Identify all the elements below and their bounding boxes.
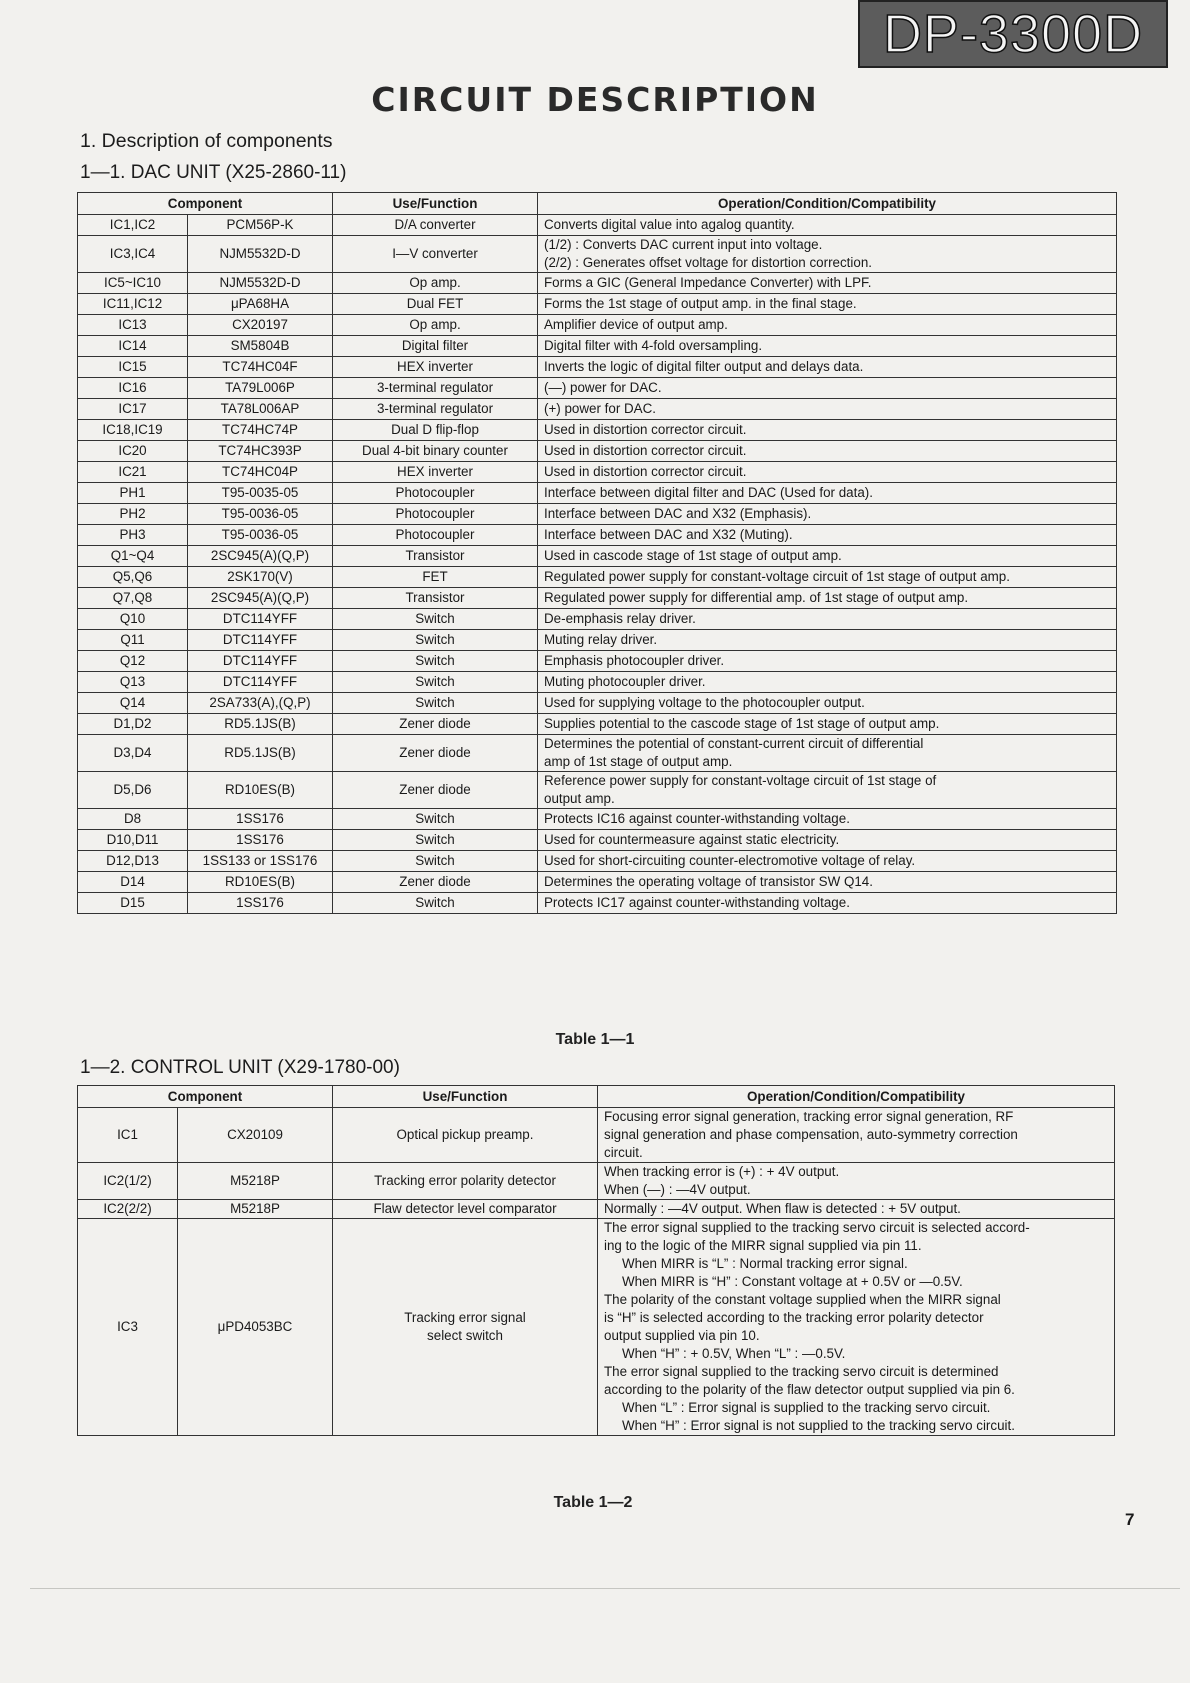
operation-line: Digital filter with 4-fold oversampling. xyxy=(544,338,763,353)
part-number: M5218P xyxy=(178,1200,333,1219)
table-row xyxy=(78,336,1117,357)
part-number: NJM5532D-D xyxy=(188,236,333,273)
component-ref: D10,D11 xyxy=(78,830,188,851)
table-row xyxy=(78,772,1117,809)
use-function: Photocoupler xyxy=(333,483,538,504)
operation-line: When “H” : Error signal is not supplied to the tracking servo circuit. xyxy=(622,1418,1015,1433)
operation-description xyxy=(538,893,1117,914)
part-number: 1SS176 xyxy=(188,809,333,830)
dac-components-table xyxy=(77,192,1117,914)
table-header-row xyxy=(78,1086,1115,1108)
component-ref: IC1 xyxy=(78,1108,178,1163)
table-row xyxy=(78,735,1117,772)
operation-line: output supplied via pin 10. xyxy=(604,1328,760,1343)
function-line: Tracking error signal xyxy=(404,1310,526,1325)
operation-description xyxy=(598,1108,1115,1163)
operation-description xyxy=(538,315,1117,336)
table-row xyxy=(78,315,1117,336)
part-number: RD5.1JS(B) xyxy=(188,714,333,735)
operation-line: When tracking error is (+) : + 4V output. xyxy=(604,1164,840,1179)
part-number: NJM5532D-D xyxy=(188,273,333,294)
table-row xyxy=(78,693,1117,714)
use-function: I—V converter xyxy=(333,236,538,273)
column-header-function: Use/Function xyxy=(333,1086,598,1108)
component-ref: Q10 xyxy=(78,609,188,630)
operation-description xyxy=(538,546,1117,567)
operation-description xyxy=(598,1200,1115,1219)
operation-line: Interface between DAC and X32 (Emphasis). xyxy=(544,506,812,521)
operation-description xyxy=(538,294,1117,315)
part-number: RD5.1JS(B) xyxy=(188,735,333,772)
operation-line: Determines the operating voltage of transistor SW Q14. xyxy=(544,874,873,889)
component-ref: D12,D13 xyxy=(78,851,188,872)
use-function: Photocoupler xyxy=(333,504,538,525)
use-function: Zener diode xyxy=(333,735,538,772)
component-ref: Q5,Q6 xyxy=(78,567,188,588)
part-number: DTC114YFF xyxy=(188,672,333,693)
column-header-component: Component xyxy=(78,1086,333,1108)
operation-line: Used in distortion corrector circuit. xyxy=(544,422,747,437)
part-number: DTC114YFF xyxy=(188,609,333,630)
operation-description xyxy=(538,441,1117,462)
operation-line: according to the polarity of the flaw detector output supplied via pin 6. xyxy=(604,1382,1015,1397)
operation-line: ing to the logic of the MIRR signal supplied via pin 11. xyxy=(604,1238,922,1253)
table-row xyxy=(78,588,1117,609)
operation-line: Inverts the logic of digital filter output and delays data. xyxy=(544,359,864,374)
component-ref: Q14 xyxy=(78,693,188,714)
operation-description xyxy=(538,630,1117,651)
scan-edge-line xyxy=(30,1588,1180,1589)
use-function: 3-terminal regulator xyxy=(333,399,538,420)
control-unit-heading: 1—2. CONTROL UNIT (X29-1780-00) xyxy=(80,1057,400,1078)
use-function: Switch xyxy=(333,693,538,714)
table-row xyxy=(78,851,1117,872)
operation-line: Amplifier device of output amp. xyxy=(544,317,728,332)
page-number: 7 xyxy=(1125,1510,1135,1529)
operation-description xyxy=(538,504,1117,525)
function-line: Flaw detector level comparator xyxy=(373,1201,557,1216)
section-heading: 1. Description of components xyxy=(80,130,333,152)
operation-line: output amp. xyxy=(544,791,615,806)
component-ref: Q1~Q4 xyxy=(78,546,188,567)
component-ref: PH1 xyxy=(78,483,188,504)
part-number: 2SC945(A)(Q,P) xyxy=(188,588,333,609)
operation-line: Forms a GIC (General Impedance Converter) with LPF. xyxy=(544,275,872,290)
operation-description xyxy=(538,830,1117,851)
use-function: Switch xyxy=(333,851,538,872)
component-ref: IC18,IC19 xyxy=(78,420,188,441)
part-number: CX20197 xyxy=(188,315,333,336)
operation-line: (+) power for DAC. xyxy=(544,401,656,416)
operation-line: Used in cascode stage of 1st stage of output amp. xyxy=(544,548,842,563)
part-number: TA78L006AP xyxy=(188,399,333,420)
operation-line: Converts digital value into agalog quantity. xyxy=(544,217,795,232)
table-row xyxy=(78,462,1117,483)
component-ref: D5,D6 xyxy=(78,772,188,809)
operation-line: Normally : —4V output. When flaw is detected : + 5V output. xyxy=(604,1201,961,1216)
component-ref: IC20 xyxy=(78,441,188,462)
use-function: Dual FET xyxy=(333,294,538,315)
operation-description xyxy=(538,462,1117,483)
table-header-row xyxy=(78,193,1117,215)
table-row xyxy=(78,672,1117,693)
component-ref: IC2(1/2) xyxy=(78,1163,178,1200)
operation-line: Regulated power supply for differential amp. of 1st stage of output amp. xyxy=(544,590,969,605)
part-number: RD10ES(B) xyxy=(188,872,333,893)
operation-line: Protects IC17 against counter-withstanding voltage. xyxy=(544,895,850,910)
table-row xyxy=(78,651,1117,672)
component-ref: Q12 xyxy=(78,651,188,672)
component-ref: Q13 xyxy=(78,672,188,693)
table-row xyxy=(78,441,1117,462)
operation-description xyxy=(538,420,1117,441)
operation-line: Forms the 1st stage of output amp. in the final stage. xyxy=(544,296,857,311)
use-function: Switch xyxy=(333,630,538,651)
use-function: Digital filter xyxy=(333,336,538,357)
component-ref: IC15 xyxy=(78,357,188,378)
table-row xyxy=(78,483,1117,504)
use-function: Zener diode xyxy=(333,714,538,735)
table-row xyxy=(78,609,1117,630)
operation-line: Reference power supply for constant-voltage circuit of 1st stage of xyxy=(544,773,937,788)
operation-description xyxy=(538,336,1117,357)
model-badge xyxy=(858,0,1168,68)
part-number: TC74HC393P xyxy=(188,441,333,462)
component-ref: IC3,IC4 xyxy=(78,236,188,273)
page-title: CIRCUIT DESCRIPTION xyxy=(371,80,819,119)
dac-unit-heading: 1—1. DAC UNIT (X25-2860-11) xyxy=(80,162,347,183)
operation-line: Supplies potential to the cascode stage of 1st stage of output amp. xyxy=(544,716,940,731)
function-line: Optical pickup preamp. xyxy=(396,1127,534,1142)
use-function: Zener diode xyxy=(333,872,538,893)
use-function: FET xyxy=(333,567,538,588)
operation-description xyxy=(538,735,1117,772)
part-number: μPD4053BC xyxy=(178,1219,333,1436)
part-number: 2SC945(A)(Q,P) xyxy=(188,546,333,567)
operation-line: When “L” : Error signal is supplied to the tracking servo circuit. xyxy=(622,1400,991,1415)
component-ref: IC5~IC10 xyxy=(78,273,188,294)
part-number: PCM56P-K xyxy=(188,215,333,236)
operation-description xyxy=(598,1219,1115,1436)
use-function: Zener diode xyxy=(333,772,538,809)
operation-line: (1/2) : Converts DAC current input into voltage. xyxy=(544,237,823,252)
part-number: 1SS133 or 1SS176 xyxy=(188,851,333,872)
part-number: 1SS176 xyxy=(188,830,333,851)
component-ref: IC16 xyxy=(78,378,188,399)
operation-description xyxy=(538,872,1117,893)
component-ref: IC2(2/2) xyxy=(78,1200,178,1219)
operation-description xyxy=(538,851,1117,872)
part-number: 2SK170(V) xyxy=(188,567,333,588)
part-number: μPA68HA xyxy=(188,294,333,315)
column-header-operation: Operation/Condition/Compatibility xyxy=(598,1086,1115,1108)
operation-description xyxy=(538,525,1117,546)
operation-description xyxy=(538,714,1117,735)
table-row xyxy=(78,420,1117,441)
operation-description xyxy=(538,236,1117,273)
operation-line: Used in distortion corrector circuit. xyxy=(544,464,747,479)
operation-line: Used in distortion corrector circuit. xyxy=(544,443,747,458)
table-row xyxy=(78,294,1117,315)
table-row xyxy=(78,809,1117,830)
component-ref: IC11,IC12 xyxy=(78,294,188,315)
use-function xyxy=(333,1108,598,1163)
table-1-2-caption-text: Table 1—2 xyxy=(553,1494,633,1511)
table-row xyxy=(78,215,1117,236)
part-number: SM5804B xyxy=(188,336,333,357)
table-row xyxy=(78,357,1117,378)
operation-description xyxy=(538,609,1117,630)
table-row xyxy=(78,1163,1115,1200)
use-function: Op amp. xyxy=(333,273,538,294)
table-row xyxy=(78,893,1117,914)
use-function: Switch xyxy=(333,809,538,830)
use-function: Photocoupler xyxy=(333,525,538,546)
operation-line: De-emphasis relay driver. xyxy=(544,611,696,626)
table-row xyxy=(78,872,1117,893)
part-number: T95-0035-05 xyxy=(188,483,333,504)
table-row xyxy=(78,273,1117,294)
operation-description xyxy=(538,588,1117,609)
component-ref: D8 xyxy=(78,809,188,830)
operation-line: Used for countermeasure against static electricity. xyxy=(544,832,840,847)
column-header-function: Use/Function xyxy=(333,193,538,215)
operation-description xyxy=(538,399,1117,420)
table-row xyxy=(78,1200,1115,1219)
operation-line: When MIRR is “H” : Constant voltage at + 0.5V or —0.5V. xyxy=(622,1274,963,1289)
part-number: M5218P xyxy=(178,1163,333,1200)
operation-line: Interface between digital filter and DAC (Used for data). xyxy=(544,485,873,500)
use-function: Dual 4-bit binary counter xyxy=(333,441,538,462)
use-function xyxy=(333,1163,598,1200)
use-function: Transistor xyxy=(333,546,538,567)
component-ref: D3,D4 xyxy=(78,735,188,772)
use-function: Transistor xyxy=(333,588,538,609)
column-header-operation: Operation/Condition/Compatibility xyxy=(538,193,1117,215)
operation-line: Regulated power supply for constant-voltage circuit of 1st stage of output amp. xyxy=(544,569,1010,584)
operation-line: Emphasis photocoupler driver. xyxy=(544,653,725,668)
function-line: select switch xyxy=(427,1328,503,1343)
table-row xyxy=(78,830,1117,851)
use-function xyxy=(333,1219,598,1436)
part-number: T95-0036-05 xyxy=(188,525,333,546)
part-number: DTC114YFF xyxy=(188,651,333,672)
operation-description xyxy=(538,357,1117,378)
part-number: CX20109 xyxy=(178,1108,333,1163)
component-ref: D15 xyxy=(78,893,188,914)
operation-description xyxy=(538,483,1117,504)
operation-line: Used for supplying voltage to the photocoupler output. xyxy=(544,695,865,710)
table-row xyxy=(78,567,1117,588)
operation-line: Determines the potential of constant-current circuit of differential xyxy=(544,736,924,751)
component-ref: PH3 xyxy=(78,525,188,546)
component-ref: PH2 xyxy=(78,504,188,525)
table-row xyxy=(78,236,1117,273)
part-number: 1SS176 xyxy=(188,893,333,914)
use-function: Switch xyxy=(333,651,538,672)
operation-description xyxy=(598,1163,1115,1200)
table-row xyxy=(78,1108,1115,1163)
part-number: 2SA733(A),(Q,P) xyxy=(188,693,333,714)
operation-description xyxy=(538,567,1117,588)
column-header-component: Component xyxy=(78,193,333,215)
operation-line: signal generation and phase compensation, auto-symmetry correction xyxy=(604,1127,1018,1142)
control-components-table xyxy=(77,1085,1115,1436)
operation-line: Protects IC16 against counter-withstanding voltage. xyxy=(544,811,850,826)
operation-line: Muting relay driver. xyxy=(544,632,658,647)
table-row xyxy=(78,399,1117,420)
table-1-1-caption-text: Table 1—1 xyxy=(555,1031,635,1048)
use-function: 3-terminal regulator xyxy=(333,378,538,399)
part-number: TC74HC04P xyxy=(188,462,333,483)
use-function: Dual D flip-flop xyxy=(333,420,538,441)
component-ref: IC17 xyxy=(78,399,188,420)
part-number: RD10ES(B) xyxy=(188,772,333,809)
use-function: Op amp. xyxy=(333,315,538,336)
table-row xyxy=(78,378,1117,399)
use-function: HEX inverter xyxy=(333,357,538,378)
operation-description xyxy=(538,215,1117,236)
operation-description xyxy=(538,651,1117,672)
operation-description xyxy=(538,672,1117,693)
operation-line: Interface between DAC and X32 (Muting). xyxy=(544,527,793,542)
part-number: TC74HC74P xyxy=(188,420,333,441)
use-function: Switch xyxy=(333,609,538,630)
operation-line: The error signal supplied to the tracking servo circuit is determined xyxy=(604,1364,999,1379)
operation-description xyxy=(538,273,1117,294)
function-line: Tracking error polarity detector xyxy=(374,1173,556,1188)
operation-description xyxy=(538,809,1117,830)
part-number: DTC114YFF xyxy=(188,630,333,651)
operation-line: Muting photocoupler driver. xyxy=(544,674,706,689)
component-ref: IC14 xyxy=(78,336,188,357)
use-function: D/A converter xyxy=(333,215,538,236)
use-function: Switch xyxy=(333,672,538,693)
operation-line: (2/2) : Generates offset voltage for distortion correction. xyxy=(544,255,872,270)
table-row xyxy=(78,714,1117,735)
table-row xyxy=(78,504,1117,525)
component-ref: IC13 xyxy=(78,315,188,336)
component-ref: IC21 xyxy=(78,462,188,483)
component-ref: Q11 xyxy=(78,630,188,651)
operation-line: Focusing error signal generation, tracking error signal generation, RF xyxy=(604,1109,1014,1124)
component-ref: Q7,Q8 xyxy=(78,588,188,609)
operation-line: circuit. xyxy=(604,1145,643,1160)
part-number: T95-0036-05 xyxy=(188,504,333,525)
operation-description xyxy=(538,693,1117,714)
operation-line: amp of 1st stage of output amp. xyxy=(544,754,733,769)
operation-line: The error signal supplied to the tracking servo circuit is selected accord- xyxy=(604,1220,1030,1235)
operation-description xyxy=(538,378,1117,399)
use-function xyxy=(333,1200,598,1219)
table-row xyxy=(78,546,1117,567)
operation-line: Used for short-circuiting counter-electromotive voltage of relay. xyxy=(544,853,916,868)
part-number: TA79L006P xyxy=(188,378,333,399)
operation-line: When (—) : —4V output. xyxy=(604,1182,751,1197)
operation-description xyxy=(538,772,1117,809)
operation-line: is “H” is selected according to the tracking error polarity detector xyxy=(604,1310,984,1325)
part-number: TC74HC04F xyxy=(188,357,333,378)
model-badge-text: DP-3300D xyxy=(882,4,1144,64)
operation-line: When MIRR is “L” : Normal tracking error signal. xyxy=(622,1256,908,1271)
use-function: HEX inverter xyxy=(333,462,538,483)
component-ref: IC1,IC2 xyxy=(78,215,188,236)
operation-line: When “H” : + 0.5V, When “L” : —0.5V. xyxy=(622,1346,846,1361)
table-row xyxy=(78,630,1117,651)
component-ref: IC3 xyxy=(78,1219,178,1436)
table-row xyxy=(78,1219,1115,1436)
operation-line: (—) power for DAC. xyxy=(544,380,662,395)
component-ref: D14 xyxy=(78,872,188,893)
use-function: Switch xyxy=(333,830,538,851)
component-ref: D1,D2 xyxy=(78,714,188,735)
operation-line: The polarity of the constant voltage supplied when the MIRR signal xyxy=(604,1292,1001,1307)
table-row xyxy=(78,525,1117,546)
use-function: Switch xyxy=(333,893,538,914)
